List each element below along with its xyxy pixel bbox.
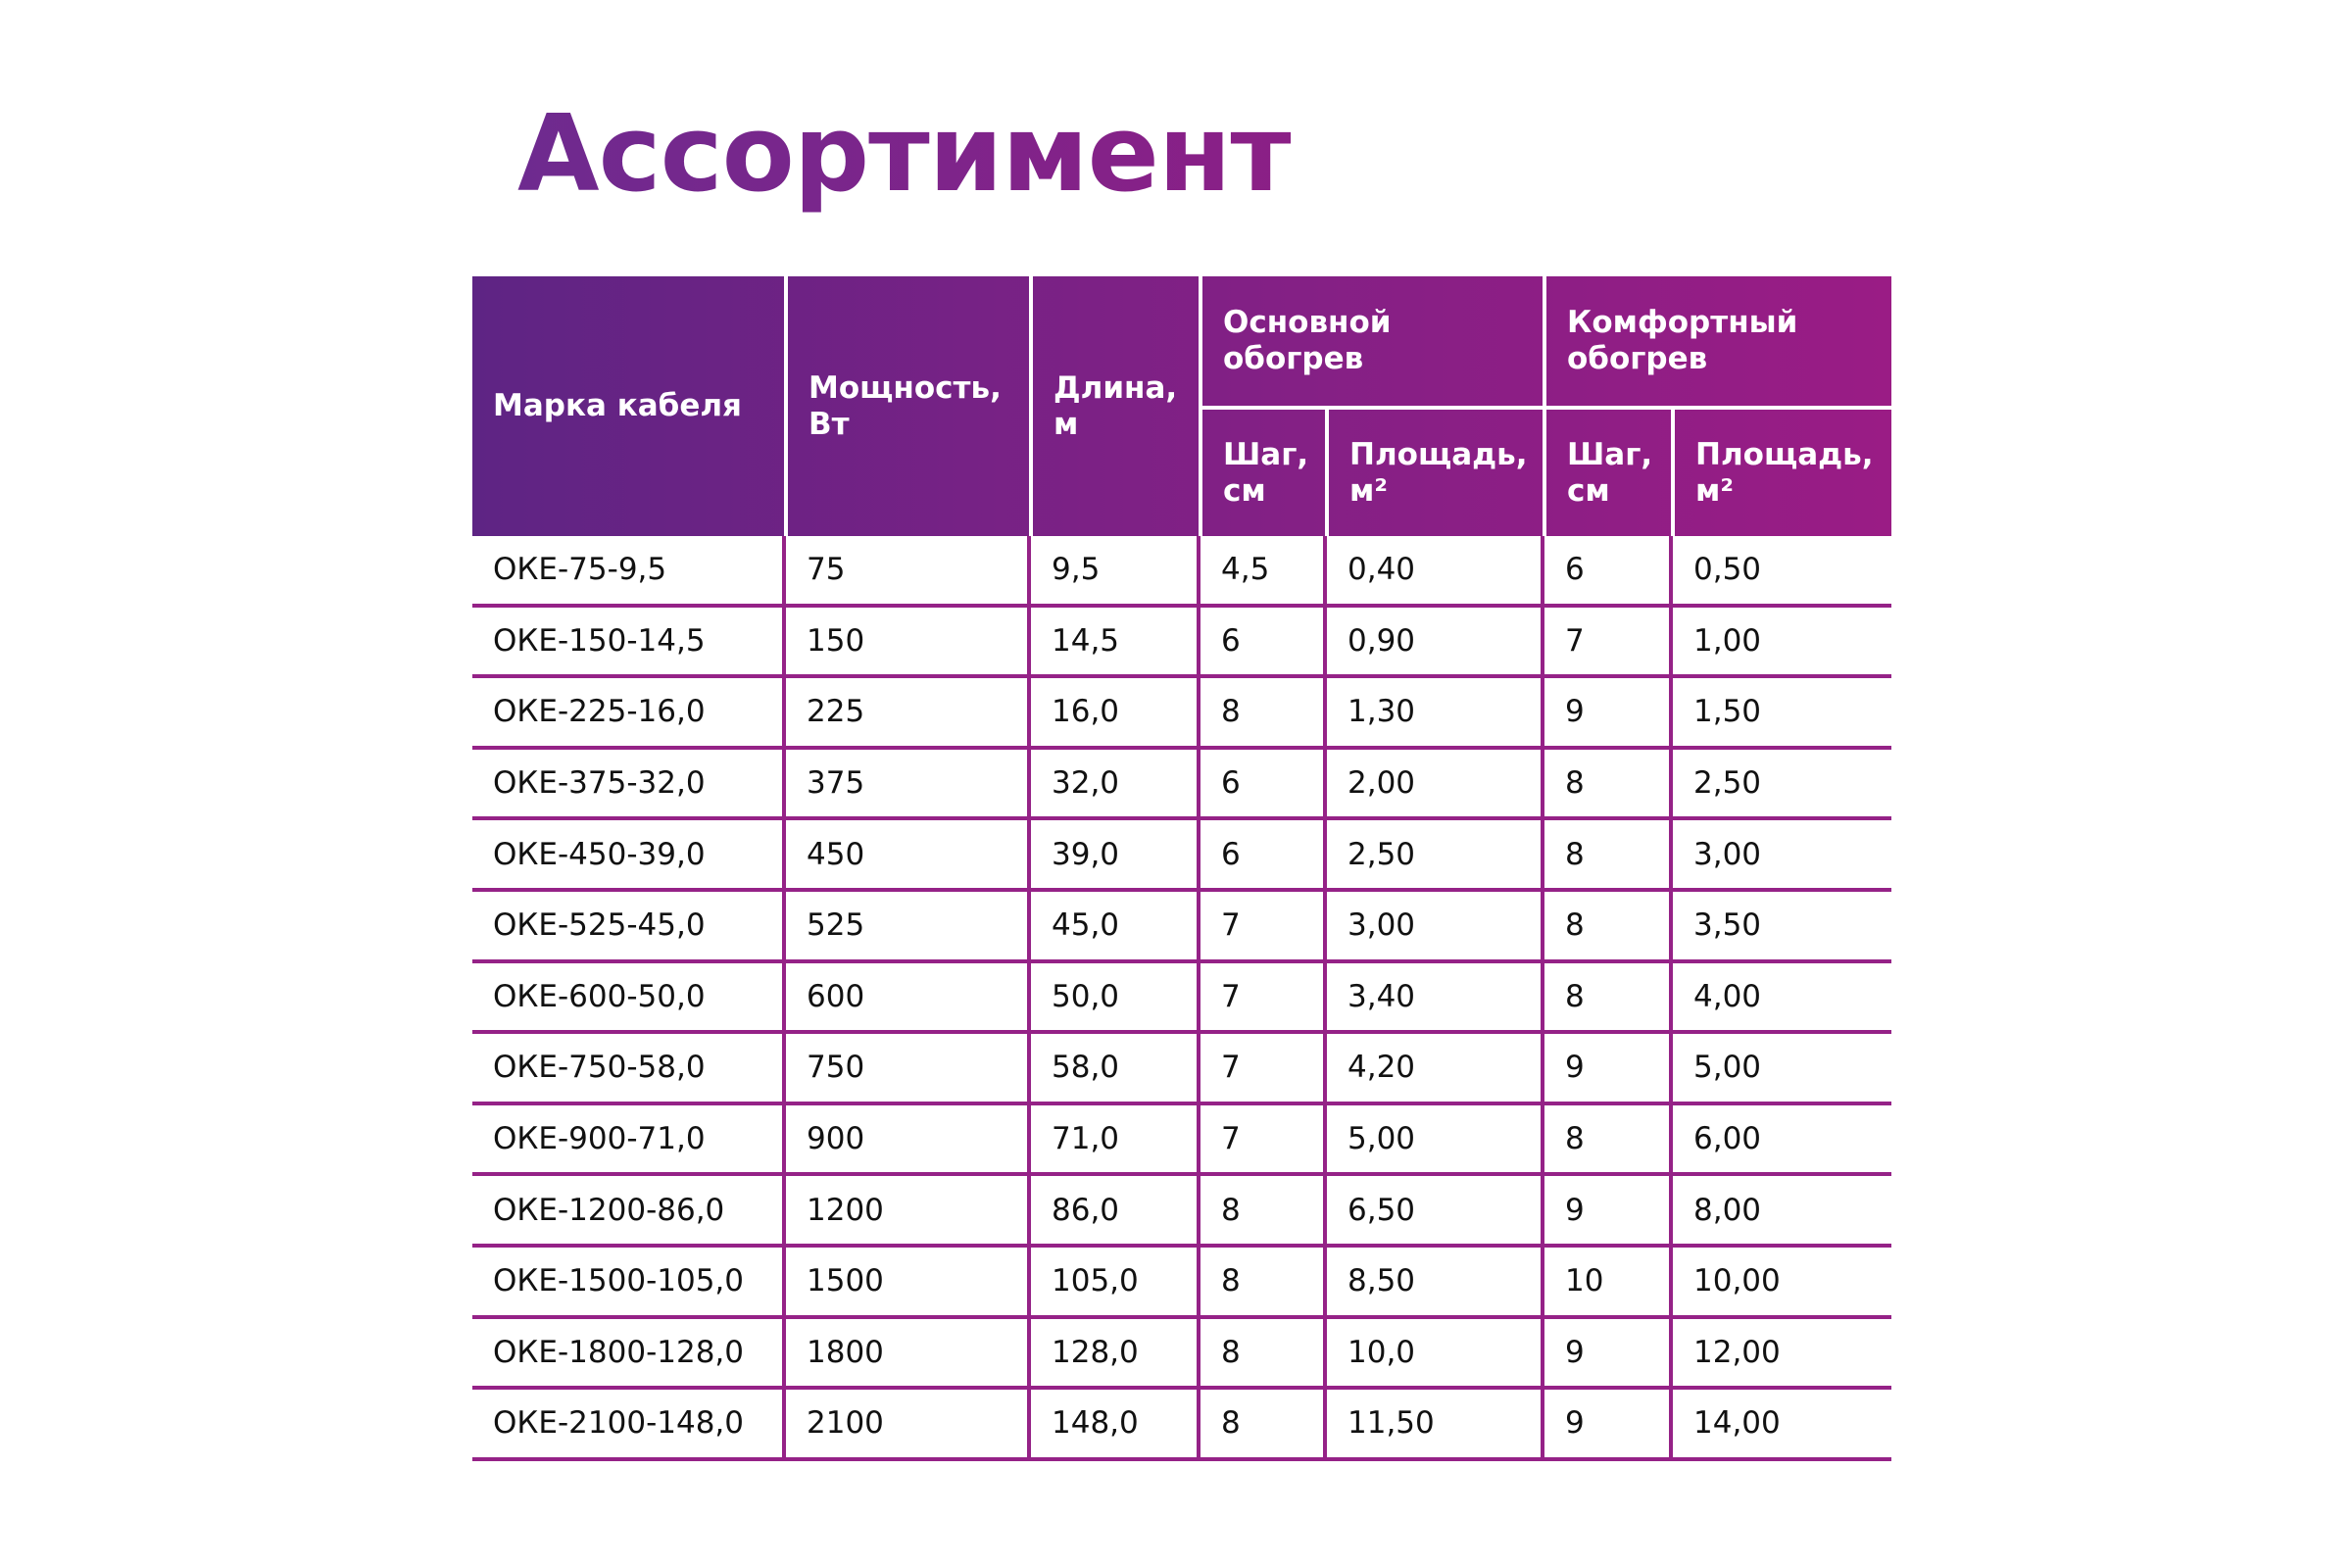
cell-length: 128,0: [1031, 1319, 1200, 1387]
table-row: [472, 820, 1891, 892]
cell-main-step: 7: [1200, 1105, 1327, 1173]
cell-power: 525: [786, 892, 1031, 959]
cell-power: 450: [786, 820, 1031, 888]
cell-length: 39,0: [1031, 820, 1200, 888]
cell-main-area: 1,30: [1327, 678, 1544, 746]
cell-brand: ОКЕ-75-9,5: [472, 536, 786, 604]
header-divider: [1200, 406, 1891, 410]
table-row: [472, 678, 1891, 750]
cell-brand: ОКЕ-375-32,0: [472, 750, 786, 817]
cell-comfort-step: 8: [1544, 1105, 1673, 1173]
cell-comfort-area: 5,00: [1693, 1050, 1762, 1086]
table-header: [472, 276, 1891, 536]
cell-length: 148,0: [1031, 1390, 1200, 1457]
cell-comfort-area: 12,00: [1693, 1334, 1781, 1370]
cell-brand: ОКЕ-1200-86,0: [472, 1176, 786, 1244]
cell-main-step: 8: [1200, 1176, 1327, 1244]
cell-comfort-area: 10,00: [1693, 1263, 1781, 1299]
cell-main-step: 7: [1200, 963, 1327, 1031]
cell-comfort-step: 7: [1544, 608, 1673, 675]
header-main-area-line2: м²: [1349, 472, 1388, 509]
cell-main-area: 2,50: [1327, 820, 1544, 888]
cell-power: 2100: [786, 1390, 1031, 1457]
cell-main-area: 2,00: [1327, 750, 1544, 817]
table-body: [472, 536, 1891, 1461]
cell-comfort-area: 3,00: [1693, 836, 1762, 872]
cell-power: 750: [786, 1034, 1031, 1102]
cell-comfort-step: 6: [1544, 536, 1673, 604]
cell-power: 1500: [786, 1248, 1031, 1315]
cell-main-area: 8,50: [1327, 1248, 1544, 1315]
cell-power: 900: [786, 1105, 1031, 1173]
cell-main-step: 8: [1200, 1319, 1327, 1387]
cell-brand: ОКЕ-2100-148,0: [472, 1390, 786, 1457]
table-row: [472, 608, 1891, 679]
cell-main-step: 8: [1200, 678, 1327, 746]
cell-main-area: 5,00: [1327, 1105, 1544, 1173]
cell-power: 1800: [786, 1319, 1031, 1387]
cell-comfort-area: 1,50: [1693, 694, 1762, 730]
cell-length: 16,0: [1031, 678, 1200, 746]
assortment-table: [472, 276, 1891, 1461]
cell-power: 75: [786, 536, 1031, 604]
cell-main-area: 6,50: [1327, 1176, 1544, 1244]
table-row: [472, 963, 1891, 1035]
header-power-line1: Мощность,: [808, 369, 1002, 406]
cell-brand: ОКЕ-150-14,5: [472, 608, 786, 675]
cell-brand: ОКЕ-600-50,0: [472, 963, 786, 1031]
cell-length: 32,0: [1031, 750, 1200, 817]
header-divider: [1325, 406, 1329, 536]
cell-main-area: 0,40: [1327, 536, 1544, 604]
header-main-area-line1: Площадь,: [1349, 436, 1528, 472]
cell-length: 50,0: [1031, 963, 1200, 1031]
cell-length: 58,0: [1031, 1034, 1200, 1102]
cell-comfort-area: 4,00: [1693, 978, 1762, 1014]
header-divider: [1671, 406, 1675, 536]
header-power: [788, 276, 1031, 536]
cell-comfort-area: 2,50: [1693, 765, 1762, 802]
cell-main-step: 7: [1200, 892, 1327, 959]
table-row: [472, 1105, 1891, 1177]
table-row: [472, 1176, 1891, 1248]
cell-main-step: 8: [1200, 1390, 1327, 1457]
cell-comfort-step: 8: [1544, 820, 1673, 888]
header-comfort-area: [1675, 410, 1891, 536]
header-comfort-step: [1546, 410, 1673, 536]
cell-brand: ОКЕ-450-39,0: [472, 820, 786, 888]
header-comfort-area-line1: Площадь,: [1695, 436, 1874, 472]
cell-comfort-step: 9: [1544, 678, 1673, 746]
cell-length: 105,0: [1031, 1248, 1200, 1315]
table-row: [472, 1034, 1891, 1105]
header-comfort-area-line2: м²: [1695, 472, 1734, 509]
header-main-heating-line2: обогрев: [1223, 341, 1364, 376]
header-comfort-heating-line2: обогрев: [1567, 341, 1708, 376]
cell-length: 9,5: [1031, 536, 1200, 604]
header-main-step-line2: см: [1223, 472, 1266, 509]
header-comfort-heating: [1546, 276, 1891, 406]
table-row: [472, 536, 1891, 608]
cell-power: 600: [786, 963, 1031, 1031]
cell-main-area: 3,40: [1327, 963, 1544, 1031]
cell-comfort-step: 8: [1544, 892, 1673, 959]
cell-comfort-step: 9: [1544, 1319, 1673, 1387]
cell-comfort-area: 0,50: [1693, 552, 1762, 588]
cell-power: 1200: [786, 1176, 1031, 1244]
cell-main-area: 4,20: [1327, 1034, 1544, 1102]
cell-comfort-step: 9: [1544, 1390, 1673, 1457]
cell-comfort-step: 10: [1544, 1248, 1673, 1315]
header-divider: [1029, 276, 1033, 536]
cell-comfort-area: 14,00: [1693, 1405, 1781, 1442]
cell-power: 150: [786, 608, 1031, 675]
cell-comfort-area: 1,00: [1693, 622, 1762, 659]
cell-main-area: 3,00: [1327, 892, 1544, 959]
header-main-step-line1: Шаг,: [1223, 436, 1309, 472]
header-brand-label: Марка кабеля: [493, 388, 742, 423]
cell-length: 71,0: [1031, 1105, 1200, 1173]
page-title: Ассортимент: [517, 90, 1291, 220]
cell-main-area: 0,90: [1327, 608, 1544, 675]
cell-comfort-step: 9: [1544, 1034, 1673, 1102]
cell-main-step: 6: [1200, 820, 1327, 888]
header-power-line2: Вт: [808, 406, 850, 442]
cell-brand: ОКЕ-900-71,0: [472, 1105, 786, 1173]
cell-comfort-step: 8: [1544, 750, 1673, 817]
cell-main-step: 6: [1200, 608, 1327, 675]
cell-comfort-area: 8,00: [1693, 1192, 1762, 1228]
header-comfort-step-line1: Шаг,: [1567, 436, 1653, 472]
table-row: [472, 1319, 1891, 1391]
cell-brand: ОКЕ-1500-105,0: [472, 1248, 786, 1315]
cell-length: 14,5: [1031, 608, 1200, 675]
cell-comfort-step: 8: [1544, 963, 1673, 1031]
header-length-line2: м: [1054, 406, 1079, 442]
cell-brand: ОКЕ-525-45,0: [472, 892, 786, 959]
table-row: [472, 1248, 1891, 1319]
cell-main-area: 10,0: [1327, 1319, 1544, 1387]
table-row: [472, 892, 1891, 963]
table-row: [472, 750, 1891, 821]
cell-main-step: 4,5: [1200, 536, 1327, 604]
header-comfort-step-line2: см: [1567, 472, 1610, 509]
cell-comfort-area: 3,50: [1693, 907, 1762, 944]
cell-brand: ОКЕ-750-58,0: [472, 1034, 786, 1102]
cell-main-area: 11,50: [1327, 1390, 1544, 1457]
cell-power: 375: [786, 750, 1031, 817]
cell-comfort-area: 6,00: [1693, 1121, 1762, 1157]
cell-brand: ОКЕ-1800-128,0: [472, 1319, 786, 1387]
header-divider: [784, 276, 788, 536]
cell-length: 86,0: [1031, 1176, 1200, 1244]
table-row: [472, 1390, 1891, 1461]
cell-comfort-step: 9: [1544, 1176, 1673, 1244]
cell-main-step: 6: [1200, 750, 1327, 817]
cell-brand: ОКЕ-225-16,0: [472, 678, 786, 746]
cell-main-step: 8: [1200, 1248, 1327, 1315]
cell-length: 45,0: [1031, 892, 1200, 959]
header-main-area: [1329, 410, 1544, 536]
header-main-heating: [1202, 276, 1544, 406]
header-comfort-heating-line1: Комфортный: [1567, 305, 1798, 340]
cell-main-step: 7: [1200, 1034, 1327, 1102]
header-main-step: [1202, 410, 1327, 536]
header-main-heating-line1: Основной: [1223, 305, 1392, 340]
header-length-line1: Длина,: [1054, 369, 1178, 406]
header-length: [1033, 276, 1200, 536]
header-brand: [472, 276, 786, 536]
cell-power: 225: [786, 678, 1031, 746]
